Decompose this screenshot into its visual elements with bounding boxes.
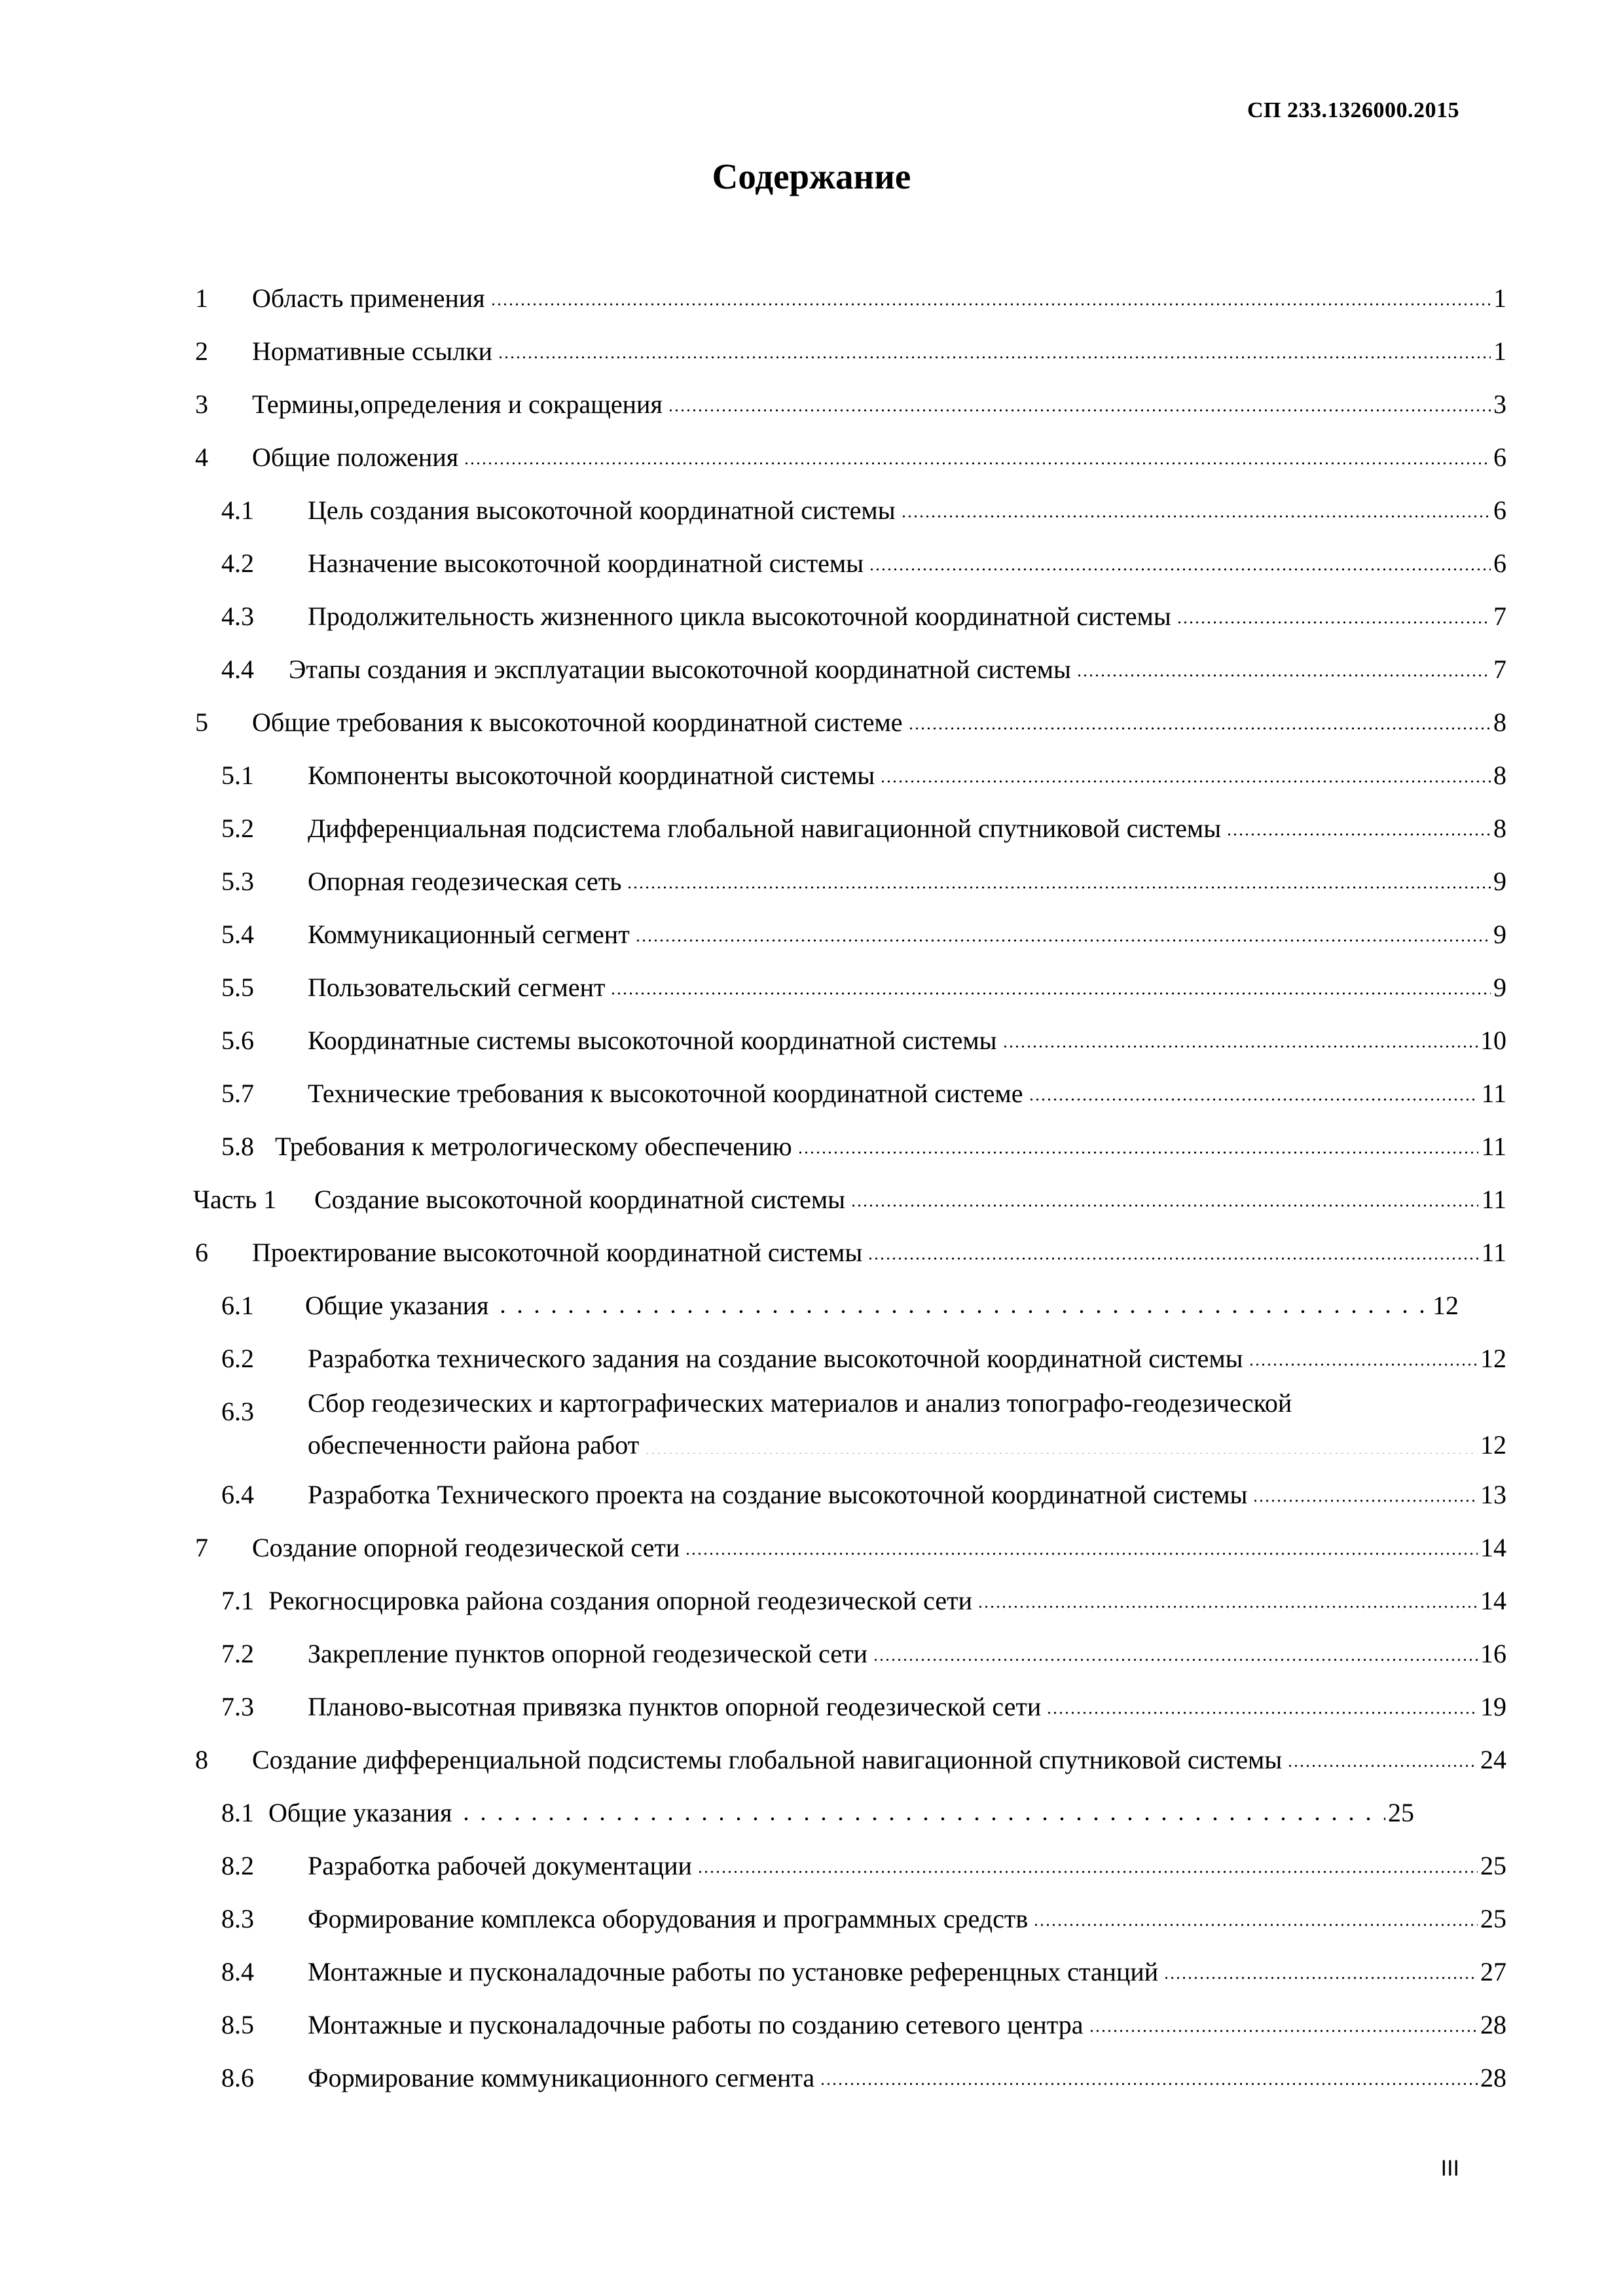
toc-entry-label: Общие положения — [252, 442, 459, 472]
dot-leader — [494, 1288, 1430, 1314]
toc-entry-page: 9 — [1493, 920, 1506, 949]
dot-leader — [458, 1795, 1385, 1821]
toc-entry-label: Закрепление пунктов опорной геодезической сети — [308, 1639, 868, 1668]
toc-entry-page: 1 — [1493, 336, 1506, 366]
toc-entry[interactable] — [0, 1385, 1623, 1468]
toc-entry-number: 5.4 — [221, 920, 254, 949]
toc-entry-page: 25 — [1480, 1904, 1506, 1933]
toc-entry[interactable] — [0, 1226, 1623, 1279]
toc-entry-label: Планово-высотная привязка пунктов опорной геодезической сети — [308, 1692, 1042, 1721]
toc-entry-number: 5.6 — [221, 1026, 254, 1055]
toc-entry-page: 11 — [1481, 1185, 1506, 1214]
toc-entry-number: 6.2 — [221, 1344, 254, 1373]
toc-entry-number: 5.8 — [221, 1132, 254, 1161]
dot-leader — [685, 1530, 1478, 1556]
toc-entry-page: 9 — [1493, 867, 1506, 896]
toc-entry[interactable] — [0, 1521, 1623, 1574]
toc-entry-label: Разработка технического задания на создание высокоточной координатной системы — [308, 1344, 1243, 1373]
toc-entry-link[interactable] — [252, 1226, 1506, 1279]
toc-entry-page: 6 — [1493, 495, 1506, 525]
toc-entry-label: Область применения — [252, 283, 485, 313]
toc-entry-label: Монтажные и пусконаладочные работы по созданию сетевого центра — [308, 2010, 1084, 2039]
toc-entry-label: Разработка рабочей документации — [308, 1851, 692, 1880]
toc-entry[interactable] — [0, 1067, 1623, 1120]
dot-leader — [873, 1636, 1478, 1662]
dot-leader — [1252, 1477, 1478, 1503]
toc-entry-number: 7.2 — [221, 1639, 254, 1668]
page-number: III — [1440, 2156, 1459, 2181]
toc-entry-label: Создание дифференциальной подсистемы глобальной навигационной спутниковой системы — [252, 1745, 1283, 1774]
toc-entry-page: 16 — [1480, 1639, 1506, 1668]
toc-entry-number: 4.2 — [221, 548, 254, 578]
toc-entry-label: Создание высокоточной координатной системы — [314, 1185, 846, 1214]
toc-entry[interactable] — [0, 1279, 1623, 1332]
toc-entry-link[interactable] — [308, 908, 1506, 961]
toc-entry-label: Продолжительность жизненного цикла высокоточной координатной системы — [308, 601, 1171, 631]
toc-entry-label: Монтажные и пусконаладочные работы по установке референцных станций — [308, 1957, 1159, 1986]
toc-entry-link[interactable] — [308, 2051, 1506, 2104]
toc-entry-number: 8.3 — [221, 1904, 254, 1933]
toc-entry[interactable] — [0, 484, 1623, 537]
toc-entry-number: 8.1 — [221, 1798, 254, 1827]
toc-entry-page: 1 — [1493, 283, 1506, 313]
toc-entry-number: 5.2 — [221, 814, 254, 843]
toc-entry-label-continued: обеспеченности района работ — [308, 1430, 640, 1460]
dot-leader — [610, 970, 1491, 996]
toc-entry-number: 8.2 — [221, 1851, 254, 1880]
toc-entry[interactable] — [0, 802, 1623, 855]
toc-entry-link[interactable] — [252, 1733, 1506, 1786]
toc-entry-page: 8 — [1493, 708, 1506, 737]
toc-entry[interactable] — [0, 378, 1623, 431]
toc-entry-number: 8.5 — [221, 2010, 254, 2039]
toc-entry[interactable] — [0, 1892, 1623, 1945]
toc-entry-link[interactable] — [308, 484, 1506, 537]
toc-entry-page: 11 — [1481, 1079, 1506, 1108]
toc-entry-link[interactable] — [308, 855, 1506, 908]
toc-entry-page: 6 — [1493, 442, 1506, 472]
dot-leader — [1176, 599, 1491, 625]
toc-entry-link[interactable] — [305, 1279, 1459, 1332]
toc-entry-label: Координатные системы высокоточной координатной системы — [308, 1026, 997, 1055]
toc-entry-number: 1 — [195, 283, 208, 313]
toc-entry-label: Этапы создания и эксплуатации высокоточной координатной системы — [289, 655, 1071, 684]
toc-entry-link[interactable] — [308, 1468, 1506, 1521]
toc-entry-number: 8.6 — [221, 2063, 254, 2092]
toc-entry-link[interactable] — [308, 802, 1506, 855]
dot-leader — [867, 1235, 1478, 1261]
toc-entry-page: 28 — [1480, 2010, 1506, 2039]
dot-leader — [1287, 1742, 1478, 1768]
toc-entry-label: Разработка Технического проекта на создание высокоточной координатной системы — [308, 1480, 1248, 1509]
toc-entry-link[interactable] — [308, 590, 1506, 643]
toc-entry-number: 2 — [195, 336, 208, 366]
toc-entry-number: 8.4 — [221, 1957, 254, 1986]
toc-entry-link[interactable] — [252, 1521, 1506, 1574]
toc-entry-label: Компоненты высокоточной координатной системы — [308, 761, 875, 790]
toc-entry-page: 12 — [1480, 1430, 1506, 1460]
toc-entry-page: 9 — [1493, 973, 1506, 1002]
toc-entry-page: 12 — [1480, 1344, 1506, 1373]
dot-leader — [1076, 652, 1491, 678]
toc-entry-number: 4.3 — [221, 601, 254, 631]
toc-entry-page: 13 — [1480, 1480, 1506, 1509]
toc-entry[interactable] — [0, 1468, 1623, 1521]
toc-entry-page: 27 — [1480, 1957, 1506, 1986]
toc-entry-page: 25 — [1480, 1851, 1506, 1880]
toc-entry[interactable] — [0, 590, 1623, 643]
toc-entry-link[interactable] — [308, 1945, 1506, 1998]
toc-entry-number: 7.1 — [221, 1586, 254, 1615]
dot-leader — [820, 2060, 1478, 2087]
toc-entry-label: Термины,определения и сокращения — [252, 389, 663, 419]
toc-entry-label: Проектирование высокоточной координатной системы — [252, 1238, 863, 1267]
dot-leader — [464, 440, 1491, 466]
toc-entry-link[interactable] — [308, 1839, 1506, 1892]
toc-entry-link[interactable] — [252, 325, 1506, 378]
dot-leader — [908, 705, 1491, 731]
toc-entry-label: Создание опорной геодезической сети — [252, 1533, 680, 1562]
toc-entry-link[interactable] — [252, 378, 1506, 431]
toc-entry-label: Общие требования к высокоточной координатной системе — [252, 708, 903, 737]
toc-entry-page: 28 — [1480, 2063, 1506, 2092]
toc-entry-label: Опорная геодезическая сеть — [308, 867, 622, 896]
toc-entry-page: 8 — [1493, 814, 1506, 843]
toc-entry-number: 6.1 — [221, 1291, 254, 1320]
toc-entry-label: Нормативные ссылки — [252, 336, 493, 366]
toc-entry[interactable] — [0, 272, 1623, 325]
toc-entry-page: 7 — [1493, 601, 1506, 631]
page-title: Содержание — [712, 156, 911, 196]
toc-entry[interactable] — [0, 1627, 1623, 1680]
toc-entry[interactable] — [0, 1945, 1623, 1998]
toc-entry[interactable] — [0, 325, 1623, 378]
toc-entry-link[interactable] — [252, 696, 1506, 749]
toc-entry-label: Формирование коммуникационного сегмента — [308, 2063, 815, 2092]
toc-entry-link[interactable] — [308, 537, 1506, 590]
toc-entry[interactable] — [0, 1786, 1623, 1839]
table-of-contents — [0, 272, 1623, 2104]
toc-entry[interactable] — [0, 1680, 1623, 1733]
toc-entry-page: 10 — [1480, 1026, 1506, 1055]
toc-entry[interactable] — [0, 537, 1623, 590]
toc-entry-link[interactable] — [308, 1014, 1506, 1067]
toc-entry-label: Формирование комплекса оборудования и программных средств — [308, 1904, 1029, 1933]
dot-leader — [797, 1129, 1479, 1155]
toc-entry-link[interactable] — [308, 1627, 1506, 1680]
toc-entry[interactable] — [0, 961, 1623, 1014]
toc-entry-number: 4 — [195, 442, 208, 472]
toc-entry-label: Рекогносцировка района создания опорной геодезической сети — [268, 1586, 972, 1615]
toc-entry-number: 5 — [195, 708, 208, 737]
toc-entry-number: 7.3 — [221, 1692, 254, 1721]
dot-leader — [1033, 1901, 1478, 1928]
toc-entry[interactable] — [0, 1839, 1623, 1892]
toc-entry-link[interactable] — [308, 1998, 1506, 2051]
toc-entry-number: 5.1 — [221, 761, 254, 790]
toc-entry-page: 7 — [1493, 655, 1506, 684]
toc-entry-page: 6 — [1493, 548, 1506, 578]
toc-entry-link[interactable] — [289, 643, 1506, 696]
toc-entry[interactable] — [0, 1014, 1623, 1067]
toc-entry-page: 25 — [1388, 1798, 1414, 1827]
toc-entry-number: 4.4 — [221, 655, 254, 684]
toc-entry[interactable] — [0, 855, 1623, 908]
toc-entry-number: 7 — [195, 1533, 208, 1562]
toc-entry-link[interactable] — [308, 1385, 1506, 1468]
toc-entry-label: Сбор геодезических и картографических материалов и анализ топографо-геодезической — [308, 1388, 1292, 1418]
toc-entry[interactable] — [0, 749, 1623, 802]
toc-entry-page: 12 — [1432, 1291, 1459, 1320]
toc-entry-link[interactable] — [308, 1067, 1506, 1120]
toc-entry-label: Назначение высокоточной координатной системы — [308, 548, 864, 578]
toc-entry-page: 24 — [1480, 1745, 1506, 1774]
toc-entry-number: 3 — [195, 389, 208, 419]
toc-entry-page: 14 — [1480, 1586, 1506, 1615]
dot-leader — [850, 1182, 1478, 1208]
dot-leader — [1089, 2007, 1478, 2034]
toc-entry[interactable] — [0, 1332, 1623, 1385]
dot-leader — [1226, 811, 1491, 837]
dot-leader — [1163, 1954, 1478, 1981]
dot-leader — [490, 281, 1491, 307]
toc-entry-link[interactable] — [308, 1332, 1506, 1385]
toc-entry-number: 4.1 — [221, 495, 254, 525]
toc-entry[interactable] — [0, 696, 1623, 749]
dot-leader — [498, 334, 1491, 360]
toc-entry-label: Пользовательский сегмент — [308, 973, 606, 1002]
toc-entry-link[interactable] — [308, 1680, 1506, 1733]
toc-entry-link[interactable] — [268, 1786, 1414, 1839]
toc-entry[interactable] — [0, 643, 1623, 696]
toc-entry[interactable] — [0, 1173, 1623, 1226]
toc-entry-page: 11 — [1481, 1238, 1506, 1267]
dot-leader — [869, 546, 1491, 572]
toc-entry-number: 6.3 — [221, 1397, 254, 1426]
toc-entry-number: 6.4 — [221, 1480, 254, 1509]
toc-entry-link[interactable] — [314, 1173, 1506, 1226]
toc-entry-number: 8 — [195, 1745, 208, 1774]
toc-entry-label: Технические требования к высокоточной координатной системе — [308, 1079, 1023, 1108]
toc-entry-label: Общие указания — [268, 1798, 452, 1827]
toc-entry-label: Цель создания высокоточной координатной системы — [308, 495, 896, 525]
toc-entry[interactable] — [0, 1733, 1623, 1786]
toc-entry-page: 14 — [1480, 1533, 1506, 1562]
dot-leader — [1249, 1341, 1478, 1367]
toc-entry[interactable] — [0, 2051, 1623, 2104]
toc-entry-number: 5.3 — [221, 867, 254, 896]
dot-leader — [880, 758, 1491, 784]
toc-entry-number: 5.7 — [221, 1079, 254, 1108]
toc-entry-page: 8 — [1493, 761, 1506, 790]
toc-entry-number: 6 — [195, 1238, 208, 1267]
toc-entry-link[interactable] — [268, 1574, 1506, 1627]
toc-entry-number: 5.5 — [221, 973, 254, 1002]
dot-leader — [901, 493, 1491, 519]
toc-entry[interactable] — [0, 1574, 1623, 1627]
toc-entry[interactable] — [0, 431, 1623, 484]
toc-entry-label: Общие указания — [305, 1291, 489, 1320]
toc-entry[interactable] — [0, 1120, 1623, 1173]
toc-entry-label: Дифференциальная подсистема глобальной навигационной спутниковой системы — [308, 814, 1222, 843]
dot-leader — [668, 387, 1491, 413]
toc-entry-label: Требования к метрологическому обеспечению — [275, 1132, 792, 1161]
dot-leader — [635, 917, 1491, 943]
toc-entry-page: 11 — [1481, 1132, 1506, 1161]
dot-leader — [977, 1583, 1478, 1609]
toc-entry-page: 3 — [1493, 389, 1506, 419]
toc-entry[interactable] — [0, 908, 1623, 961]
toc-entry-label: Коммуникационный сегмент — [308, 920, 630, 949]
dot-leader — [1002, 1023, 1478, 1049]
dot-leader — [1029, 1076, 1479, 1102]
toc-entry-number: Часть 1 — [193, 1185, 277, 1214]
dot-leader — [1046, 1689, 1478, 1715]
dot-leader — [644, 1427, 1478, 1454]
toc-entry-link[interactable] — [252, 431, 1506, 484]
toc-entry-link[interactable] — [308, 749, 1506, 802]
dot-leader — [627, 864, 1491, 890]
toc-entry-link[interactable] — [252, 272, 1506, 325]
document-code: СП 233.1326000.2015 — [1247, 98, 1459, 122]
toc-entry-link[interactable] — [308, 1892, 1506, 1945]
toc-entry-link[interactable] — [308, 961, 1506, 1014]
toc-entry-link[interactable] — [275, 1120, 1506, 1173]
dot-leader — [697, 1848, 1478, 1874]
toc-entry[interactable] — [0, 1998, 1623, 2051]
toc-entry-page: 19 — [1480, 1692, 1506, 1721]
